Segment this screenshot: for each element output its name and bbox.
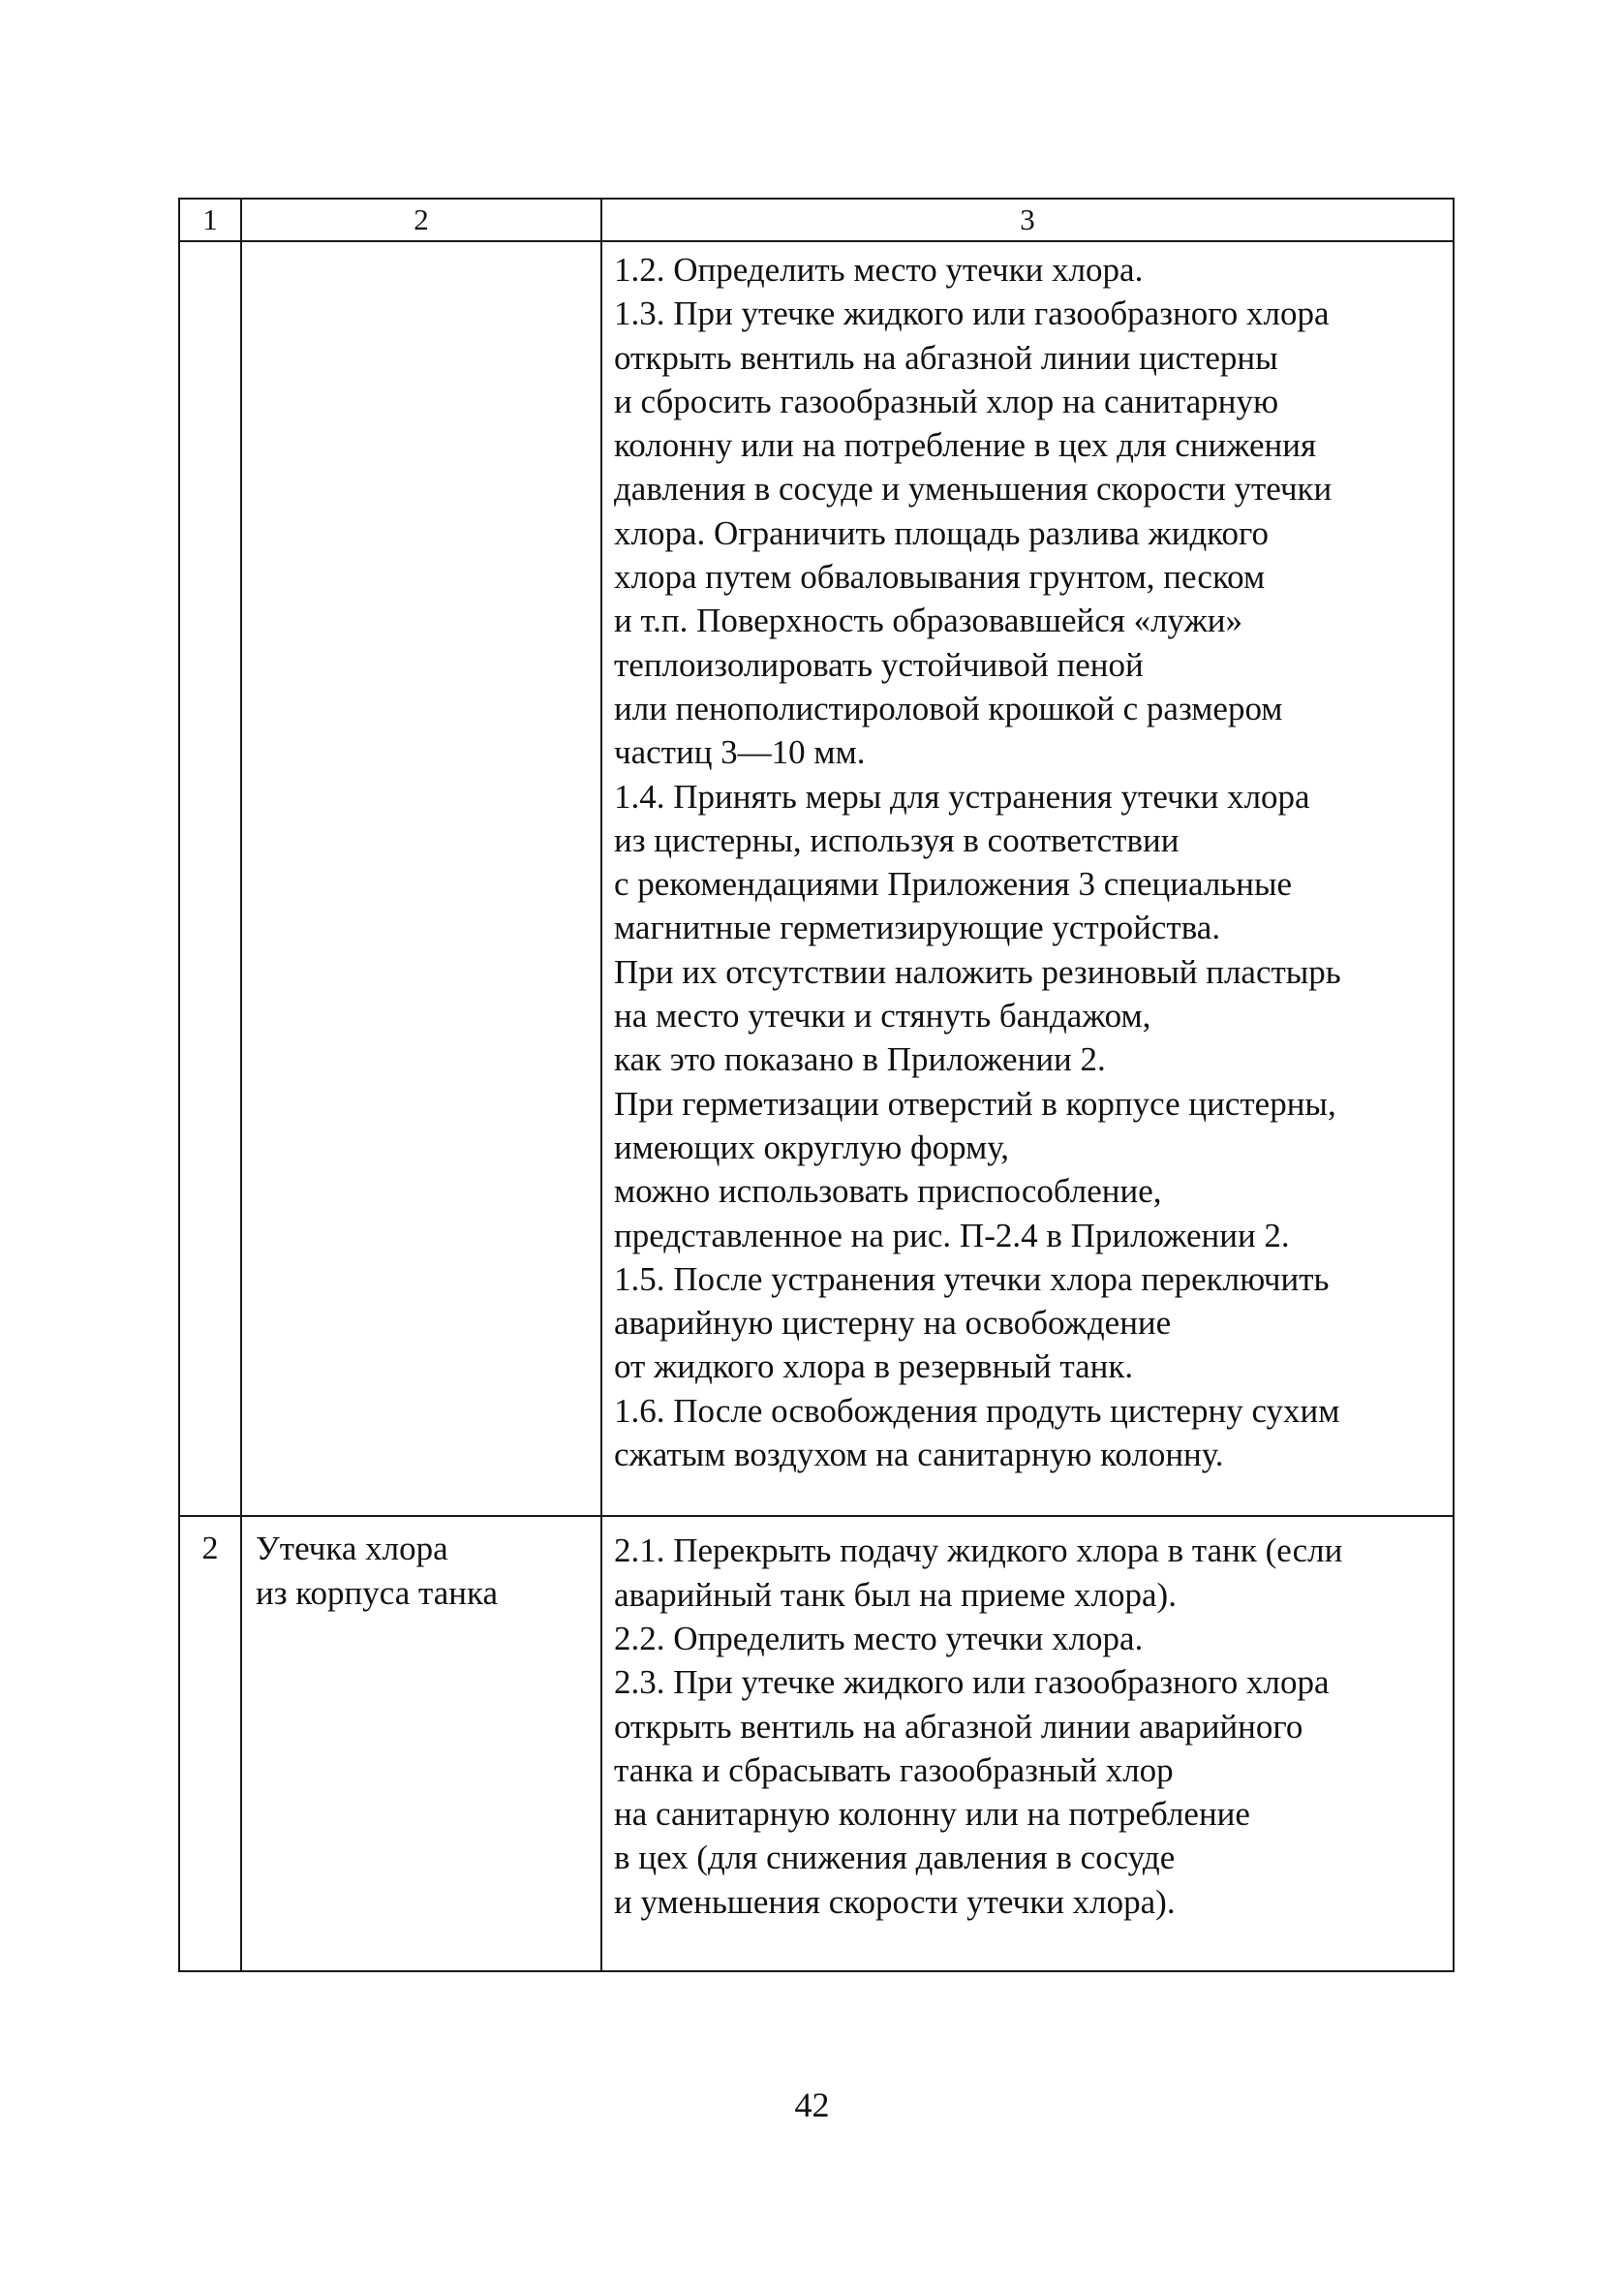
incident-name-line: Утечка хлора: [256, 1530, 448, 1568]
incident-name-cell: [241, 1516, 601, 1971]
incident-name-line: из корпуса танка: [256, 1574, 499, 1613]
text-line: на место утечки и стянуть бандажом,: [614, 997, 1151, 1036]
text-line: 1.2. Определить место утечки хлора.: [614, 251, 1144, 289]
text-line: давления в сосуде и уменьшения скорости утечки: [614, 470, 1333, 509]
text-line: 2.1. Перекрыть подачу жидкого хлора в танк (если: [614, 1531, 1343, 1570]
text-line: и сбросить газообразный хлор на санитарную: [614, 382, 1279, 420]
text-line: 1.3. При утечке жидкого или газообразного хлора: [614, 294, 1330, 333]
actions-cell: [601, 241, 1454, 1516]
text-line: открыть вентиль на абгазной линии аварийного: [614, 1707, 1303, 1746]
text-line: открыть вентиль на абгазной линии цистерны: [614, 338, 1278, 377]
text-line: представленное на рис. П-2.4 в Приложении 2.: [614, 1216, 1290, 1254]
text-line: на санитарную колонну или на потребление: [614, 1795, 1250, 1834]
text-line: 2.3. При утечке жидкого или газообразного хлора: [614, 1663, 1330, 1702]
page-number: 42: [794, 2086, 830, 2124]
incident-name-cell: [241, 241, 601, 1516]
text-line: сжатым воздухом на санитарную колонну.: [614, 1436, 1224, 1474]
table-header-row: [179, 199, 1454, 241]
text-line: 2.2. Определить место утечки хлора.: [614, 1619, 1144, 1657]
text-line: от жидкого хлора в резервный танк.: [614, 1347, 1134, 1386]
text-line: магнитные герметизирующие устройства.: [614, 909, 1221, 947]
text-line: 1.6. После освобождения продуть цистерну сухим: [614, 1391, 1340, 1430]
instruction-table: [178, 198, 1455, 1972]
text-line: имеющих округлую форму,: [614, 1128, 1010, 1166]
row-number-cell: [179, 241, 241, 1516]
text-line: и т.п. Поверхность образовавшейся «лужи»: [614, 602, 1243, 640]
text-line: колонну или на потребление в цех для снижения: [614, 426, 1317, 465]
text-line: и уменьшения скорости утечки хлора).: [614, 1882, 1176, 1921]
table-row: [179, 1516, 1454, 1971]
text-line: частиц 3—10 мм.: [614, 733, 866, 772]
text-line: аварийный танк был на приеме хлора).: [614, 1575, 1177, 1614]
text-line: хлора. Ограничить площадь разлива жидкого: [614, 513, 1270, 552]
text-line: аварийную цистерну на освобождение: [614, 1304, 1172, 1343]
text-line: танка и сбрасывать газообразный хлор: [614, 1750, 1174, 1789]
text-line: теплоизолировать устойчивой пеной: [614, 645, 1144, 684]
text-line: 1.4. Принять меры для устранения утечки хлора: [614, 777, 1310, 816]
header-col-3: 3: [601, 199, 1454, 241]
text-line: или пенополистироловой крошкой с размером: [614, 689, 1283, 727]
text-line: с рекомендациями Приложения 3 специальные: [614, 865, 1293, 904]
table-row: [179, 241, 1454, 1516]
header-col-2: 2: [241, 199, 601, 241]
row-number-cell: 2: [179, 1516, 241, 1971]
text-line: как это показано в Приложении 2.: [614, 1040, 1106, 1079]
text-line: При герметизации отверстий в корпусе цистерны,: [614, 1084, 1336, 1123]
text-line: из цистерны, используя в соответствии: [614, 820, 1180, 859]
text-line: в цех (для снижения давления в сосуде: [614, 1839, 1176, 1877]
actions-cell: [601, 1516, 1454, 1971]
text-line: хлора путем обваловывания грунтом, песком: [614, 558, 1266, 597]
text-line: 1.5. После устранения утечки хлора переключить: [614, 1259, 1330, 1298]
text-line: При их отсутствии наложить резиновый пластырь: [614, 952, 1341, 991]
header-col-1: 1: [179, 199, 241, 241]
text-line: можно использовать приспособление,: [614, 1172, 1162, 1211]
